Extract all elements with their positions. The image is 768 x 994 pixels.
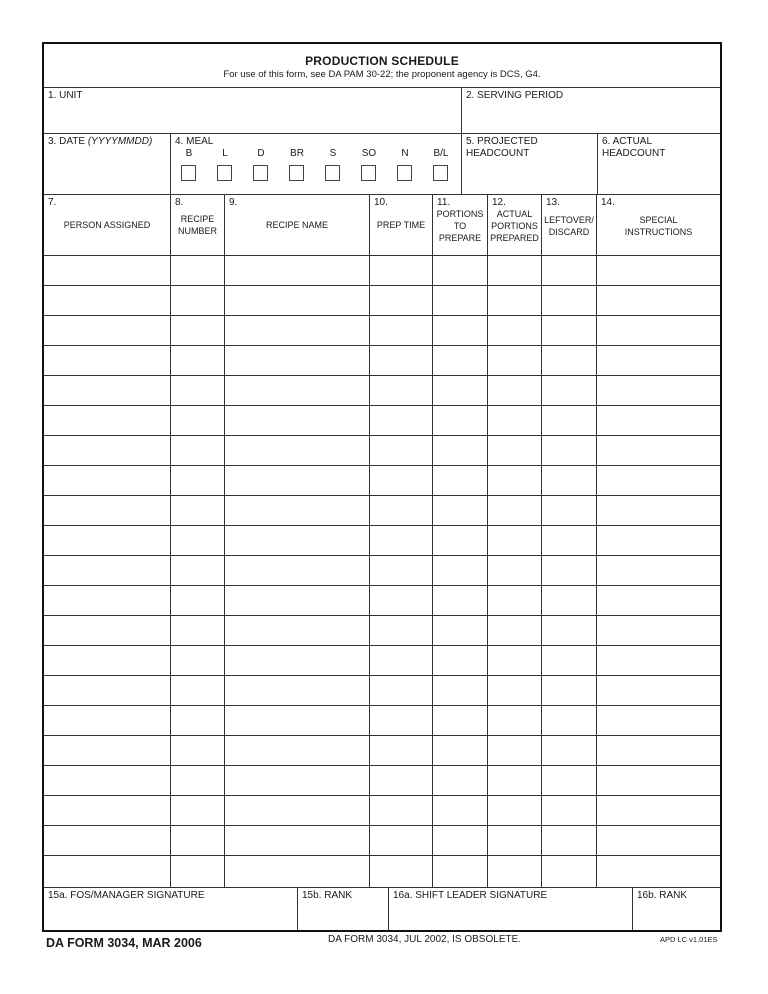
table-row — [44, 346, 720, 376]
cell-actual-portions-prepared[interactable] — [488, 406, 541, 436]
table-row — [44, 376, 720, 406]
cell-prep-time[interactable] — [370, 496, 432, 526]
table-header — [44, 195, 720, 255]
shift-rank-field[interactable] — [633, 888, 720, 930]
cell-person-assigned[interactable] — [44, 856, 170, 886]
cell-special-instructions[interactable] — [597, 646, 720, 676]
table-row — [44, 586, 720, 616]
column-header-portions-to-prepare: 11. PORTIONS TO PREPARE — [436, 197, 484, 243]
cell-recipe-number[interactable] — [171, 496, 224, 526]
cell-special-instructions[interactable] — [597, 856, 720, 886]
cell-portions-to-prepare[interactable] — [433, 376, 487, 406]
cell-prep-time[interactable] — [370, 466, 432, 496]
cell-special-instructions[interactable] — [597, 796, 720, 826]
cell-recipe-number[interactable] — [171, 256, 224, 286]
cell-leftover-discard[interactable] — [542, 496, 596, 526]
cell-prep-time[interactable] — [370, 286, 432, 316]
table-row — [44, 316, 720, 346]
cell-leftover-discard[interactable] — [542, 586, 596, 616]
cell-actual-portions-prepared[interactable] — [488, 796, 541, 826]
meal-checkbox-so[interactable] — [361, 165, 376, 181]
cell-actual-portions-prepared[interactable] — [488, 676, 541, 706]
cell-portions-to-prepare[interactable] — [433, 706, 487, 736]
cell-person-assigned[interactable] — [44, 646, 170, 676]
cell-recipe-number[interactable] — [171, 676, 224, 706]
table-row — [44, 856, 720, 886]
cell-recipe-name[interactable] — [225, 766, 369, 796]
cell-prep-time[interactable] — [370, 616, 432, 646]
cell-recipe-name[interactable] — [225, 466, 369, 496]
cell-actual-portions-prepared[interactable] — [488, 706, 541, 736]
table-row — [44, 706, 720, 736]
cell-actual-portions-prepared[interactable] — [488, 586, 541, 616]
table-row — [44, 466, 720, 496]
meal-checkbox-l[interactable] — [217, 165, 232, 181]
column-header-person-assigned: 7. PERSON ASSIGNED — [48, 197, 151, 230]
cell-recipe-number[interactable] — [171, 736, 224, 766]
table-row — [44, 826, 720, 856]
obsolete-notice: DA FORM 3034, JUL 2002, IS OBSOLETE. — [328, 934, 522, 945]
cell-recipe-number[interactable] — [171, 646, 224, 676]
cell-leftover-discard[interactable] — [542, 286, 596, 316]
cell-special-instructions[interactable] — [597, 586, 720, 616]
cell-special-instructions[interactable] — [597, 436, 720, 466]
cell-recipe-name[interactable] — [225, 676, 369, 706]
meal-checkbox-bl[interactable] — [433, 165, 448, 181]
cell-recipe-number[interactable] — [171, 346, 224, 376]
cell-leftover-discard[interactable] — [542, 556, 596, 586]
cell-special-instructions[interactable] — [597, 496, 720, 526]
cell-prep-time[interactable] — [370, 856, 432, 886]
column-header-recipe-number: 8. RECIPE NUMBER — [175, 197, 217, 236]
shift-leader-signature-field[interactable] — [389, 888, 632, 930]
cell-recipe-name[interactable] — [225, 286, 369, 316]
cell-person-assigned[interactable] — [44, 256, 170, 286]
cell-person-assigned[interactable] — [44, 466, 170, 496]
fos-manager-signature-label: 15a. FOS/MANAGER SIGNATURE — [48, 890, 205, 901]
cell-recipe-number[interactable] — [171, 826, 224, 856]
cell-recipe-number[interactable] — [171, 796, 224, 826]
cell-portions-to-prepare[interactable] — [433, 316, 487, 346]
cell-recipe-name[interactable] — [225, 436, 369, 466]
cell-recipe-name[interactable] — [225, 526, 369, 556]
cell-person-assigned[interactable] — [44, 826, 170, 856]
column-header-special-instructions: 14. SPECIAL INSTRUCTIONS — [601, 197, 693, 237]
cell-prep-time[interactable] — [370, 736, 432, 766]
cell-special-instructions[interactable] — [597, 406, 720, 436]
cell-portions-to-prepare[interactable] — [433, 496, 487, 526]
cell-portions-to-prepare[interactable] — [433, 796, 487, 826]
cell-actual-portions-prepared[interactable] — [488, 646, 541, 676]
table-row — [44, 286, 720, 316]
cell-person-assigned[interactable] — [44, 766, 170, 796]
cell-person-assigned[interactable] — [44, 796, 170, 826]
cell-special-instructions[interactable] — [597, 826, 720, 856]
cell-recipe-name[interactable] — [225, 556, 369, 586]
cell-recipe-name[interactable] — [225, 496, 369, 526]
cell-leftover-discard[interactable] — [542, 406, 596, 436]
cell-portions-to-prepare[interactable] — [433, 346, 487, 376]
meal-option-n-label: N — [401, 148, 409, 159]
cell-recipe-name[interactable] — [225, 706, 369, 736]
cell-recipe-name[interactable] — [225, 316, 369, 346]
serving-period-field[interactable] — [462, 88, 720, 133]
cell-recipe-number[interactable] — [171, 286, 224, 316]
cell-person-assigned[interactable] — [44, 496, 170, 526]
table-row — [44, 556, 720, 586]
column-header-recipe-name: 9. RECIPE NAME — [229, 197, 328, 230]
cell-leftover-discard[interactable] — [542, 316, 596, 346]
cell-actual-portions-prepared[interactable] — [488, 376, 541, 406]
cell-recipe-name[interactable] — [225, 346, 369, 376]
table-row — [44, 436, 720, 466]
cell-actual-portions-prepared[interactable] — [488, 466, 541, 496]
shift-rank-label: 16b. RANK — [637, 890, 688, 901]
cell-actual-portions-prepared[interactable] — [488, 496, 541, 526]
cell-portions-to-prepare[interactable] — [433, 646, 487, 676]
cell-prep-time[interactable] — [370, 646, 432, 676]
cell-recipe-number[interactable] — [171, 766, 224, 796]
cell-person-assigned[interactable] — [44, 406, 170, 436]
cell-person-assigned[interactable] — [44, 736, 170, 766]
date-label: 3. DATE (YYYYMMDD) — [48, 136, 153, 147]
meal-option-l-label: L — [222, 148, 228, 159]
cell-prep-time[interactable] — [370, 706, 432, 736]
cell-special-instructions[interactable] — [597, 316, 720, 346]
cell-recipe-number[interactable] — [171, 586, 224, 616]
date-field[interactable] — [44, 134, 170, 194]
cell-portions-to-prepare[interactable] — [433, 856, 487, 886]
cell-recipe-name[interactable] — [225, 586, 369, 616]
serving-period-label: 2. SERVING PERIOD — [466, 90, 564, 101]
cell-recipe-number[interactable] — [171, 856, 224, 886]
cell-recipe-name[interactable] — [225, 376, 369, 406]
cell-prep-time[interactable] — [370, 766, 432, 796]
cell-portions-to-prepare[interactable] — [433, 586, 487, 616]
cell-special-instructions[interactable] — [597, 346, 720, 376]
cell-leftover-discard[interactable] — [542, 856, 596, 886]
meal-option-s-label: S — [329, 148, 337, 159]
table-row — [44, 646, 720, 676]
meal-checkbox-n[interactable] — [397, 165, 412, 181]
cell-actual-portions-prepared[interactable] — [488, 316, 541, 346]
cell-portions-to-prepare[interactable] — [433, 616, 487, 646]
cell-leftover-discard[interactable] — [542, 616, 596, 646]
cell-recipe-number[interactable] — [171, 466, 224, 496]
column-header-actual-portions-prepared: 12. ACTUAL PORTIONS PREPARED — [490, 197, 539, 243]
actual-headcount-field[interactable] — [598, 134, 720, 194]
table-row — [44, 736, 720, 766]
meal-checkbox-s[interactable] — [325, 165, 340, 181]
cell-portions-to-prepare[interactable] — [433, 676, 487, 706]
cell-person-assigned[interactable] — [44, 586, 170, 616]
cell-prep-time[interactable] — [370, 316, 432, 346]
meal-checkbox-br[interactable] — [289, 165, 304, 181]
cell-special-instructions[interactable] — [597, 466, 720, 496]
meal-option-b-label: B — [185, 148, 193, 159]
cell-actual-portions-prepared[interactable] — [488, 766, 541, 796]
cell-prep-time[interactable] — [370, 526, 432, 556]
cell-prep-time[interactable] — [370, 676, 432, 706]
cell-leftover-discard[interactable] — [542, 766, 596, 796]
fos-rank-label: 15b. RANK — [302, 890, 353, 901]
cell-actual-portions-prepared[interactable] — [488, 436, 541, 466]
cell-prep-time[interactable] — [370, 826, 432, 856]
cell-actual-portions-prepared[interactable] — [488, 826, 541, 856]
cell-portions-to-prepare[interactable] — [433, 766, 487, 796]
cell-portions-to-prepare[interactable] — [433, 526, 487, 556]
cell-leftover-discard[interactable] — [542, 796, 596, 826]
production-schedule-form — [42, 42, 722, 932]
cell-person-assigned[interactable] — [44, 316, 170, 346]
cell-prep-time[interactable] — [370, 256, 432, 286]
form-subtitle: For use of this form, see DA PAM 30-22; the proponent agency is DCS, G4. — [223, 69, 541, 80]
cell-actual-portions-prepared[interactable] — [488, 346, 541, 376]
actual-headcount-label: 6. ACTUAL HEADCOUNT — [602, 136, 666, 159]
cell-person-assigned[interactable] — [44, 346, 170, 376]
unit-label: 1. UNIT — [48, 90, 83, 101]
cell-portions-to-prepare[interactable] — [433, 256, 487, 286]
cell-recipe-name[interactable] — [225, 856, 369, 886]
cell-recipe-name[interactable] — [225, 256, 369, 286]
cell-person-assigned[interactable] — [44, 706, 170, 736]
cell-prep-time[interactable] — [370, 376, 432, 406]
cell-leftover-discard[interactable] — [542, 346, 596, 376]
form-number: DA FORM 3034, MAR 2006 — [46, 936, 202, 950]
meal-option-bl-label: B/L — [433, 148, 449, 159]
cell-leftover-discard[interactable] — [542, 376, 596, 406]
table-row — [44, 766, 720, 796]
form-title: PRODUCTION SCHEDULE — [305, 54, 459, 68]
cell-leftover-discard[interactable] — [542, 706, 596, 736]
cell-portions-to-prepare[interactable] — [433, 406, 487, 436]
cell-prep-time[interactable] — [370, 406, 432, 436]
cell-prep-time[interactable] — [370, 796, 432, 826]
cell-portions-to-prepare[interactable] — [433, 556, 487, 586]
cell-person-assigned[interactable] — [44, 436, 170, 466]
cell-person-assigned[interactable] — [44, 286, 170, 316]
cell-special-instructions[interactable] — [597, 256, 720, 286]
cell-person-assigned[interactable] — [44, 526, 170, 556]
cell-leftover-discard[interactable] — [542, 826, 596, 856]
version-label: APD LC v1.01ES — [660, 935, 718, 944]
cell-actual-portions-prepared[interactable] — [488, 556, 541, 586]
cell-special-instructions[interactable] — [597, 676, 720, 706]
meal-options — [171, 134, 461, 194]
cell-recipe-name[interactable] — [225, 736, 369, 766]
column-header-leftover-discard: 13. LEFTOVER/ DISCARD — [544, 197, 594, 237]
table-row — [44, 496, 720, 526]
cell-portions-to-prepare[interactable] — [433, 826, 487, 856]
cell-leftover-discard[interactable] — [542, 256, 596, 286]
meal-option-d-label: D — [257, 148, 265, 159]
table-row — [44, 256, 720, 286]
cell-prep-time[interactable] — [370, 436, 432, 466]
cell-recipe-number[interactable] — [171, 376, 224, 406]
cell-prep-time[interactable] — [370, 586, 432, 616]
table-body — [44, 255, 720, 887]
cell-recipe-name[interactable] — [225, 406, 369, 436]
meal-option-br-label: BR — [290, 148, 304, 159]
cell-portions-to-prepare[interactable] — [433, 436, 487, 466]
cell-recipe-number[interactable] — [171, 316, 224, 346]
fos-rank-field[interactable] — [298, 888, 388, 930]
cell-actual-portions-prepared[interactable] — [488, 616, 541, 646]
cell-leftover-discard[interactable] — [542, 466, 596, 496]
cell-recipe-name[interactable] — [225, 796, 369, 826]
cell-special-instructions[interactable] — [597, 556, 720, 586]
cell-leftover-discard[interactable] — [542, 436, 596, 466]
cell-person-assigned[interactable] — [44, 376, 170, 406]
table-row — [44, 676, 720, 706]
cell-special-instructions[interactable] — [597, 736, 720, 766]
cell-recipe-name[interactable] — [225, 616, 369, 646]
cell-person-assigned[interactable] — [44, 616, 170, 646]
projected-headcount-label: 5. PROJECTED HEADCOUNT — [466, 136, 538, 159]
form-header — [44, 44, 720, 89]
cell-recipe-name[interactable] — [225, 826, 369, 856]
cell-actual-portions-prepared[interactable] — [488, 736, 541, 766]
cell-portions-to-prepare[interactable] — [433, 466, 487, 496]
meal-checkbox-d[interactable] — [253, 165, 268, 181]
projected-headcount-field[interactable] — [462, 134, 597, 194]
meal-option-so-label: SO — [361, 148, 377, 159]
table-row — [44, 406, 720, 436]
table-row — [44, 796, 720, 826]
cell-actual-portions-prepared[interactable] — [488, 856, 541, 886]
cell-person-assigned[interactable] — [44, 556, 170, 586]
cell-special-instructions[interactable] — [597, 286, 720, 316]
cell-recipe-number[interactable] — [171, 706, 224, 736]
fos-manager-signature-field[interactable] — [44, 888, 297, 930]
cell-recipe-number[interactable] — [171, 526, 224, 556]
cell-special-instructions[interactable] — [597, 706, 720, 736]
meal-label: 4. MEAL — [175, 136, 214, 147]
cell-recipe-number[interactable] — [171, 556, 224, 586]
cell-recipe-number[interactable] — [171, 406, 224, 436]
cell-portions-to-prepare[interactable] — [433, 736, 487, 766]
cell-leftover-discard[interactable] — [542, 526, 596, 556]
unit-field[interactable] — [44, 88, 461, 133]
cell-prep-time[interactable] — [370, 556, 432, 586]
table-row — [44, 616, 720, 646]
column-header-prep-time: 10. PREP TIME — [374, 197, 426, 230]
meal-checkbox-b[interactable] — [181, 165, 196, 181]
cell-actual-portions-prepared[interactable] — [488, 286, 541, 316]
cell-leftover-discard[interactable] — [542, 646, 596, 676]
cell-leftover-discard[interactable] — [542, 676, 596, 706]
cell-actual-portions-prepared[interactable] — [488, 526, 541, 556]
cell-prep-time[interactable] — [370, 346, 432, 376]
cell-recipe-number[interactable] — [171, 436, 224, 466]
cell-special-instructions[interactable] — [597, 616, 720, 646]
cell-leftover-discard[interactable] — [542, 736, 596, 766]
cell-special-instructions[interactable] — [597, 376, 720, 406]
cell-portions-to-prepare[interactable] — [433, 286, 487, 316]
cell-person-assigned[interactable] — [44, 676, 170, 706]
cell-special-instructions[interactable] — [597, 526, 720, 556]
cell-recipe-name[interactable] — [225, 646, 369, 676]
cell-recipe-number[interactable] — [171, 616, 224, 646]
cell-special-instructions[interactable] — [597, 766, 720, 796]
cell-actual-portions-prepared[interactable] — [488, 256, 541, 286]
table-row — [44, 526, 720, 556]
shift-leader-signature-label: 16a. SHIFT LEADER SIGNATURE — [393, 890, 548, 901]
